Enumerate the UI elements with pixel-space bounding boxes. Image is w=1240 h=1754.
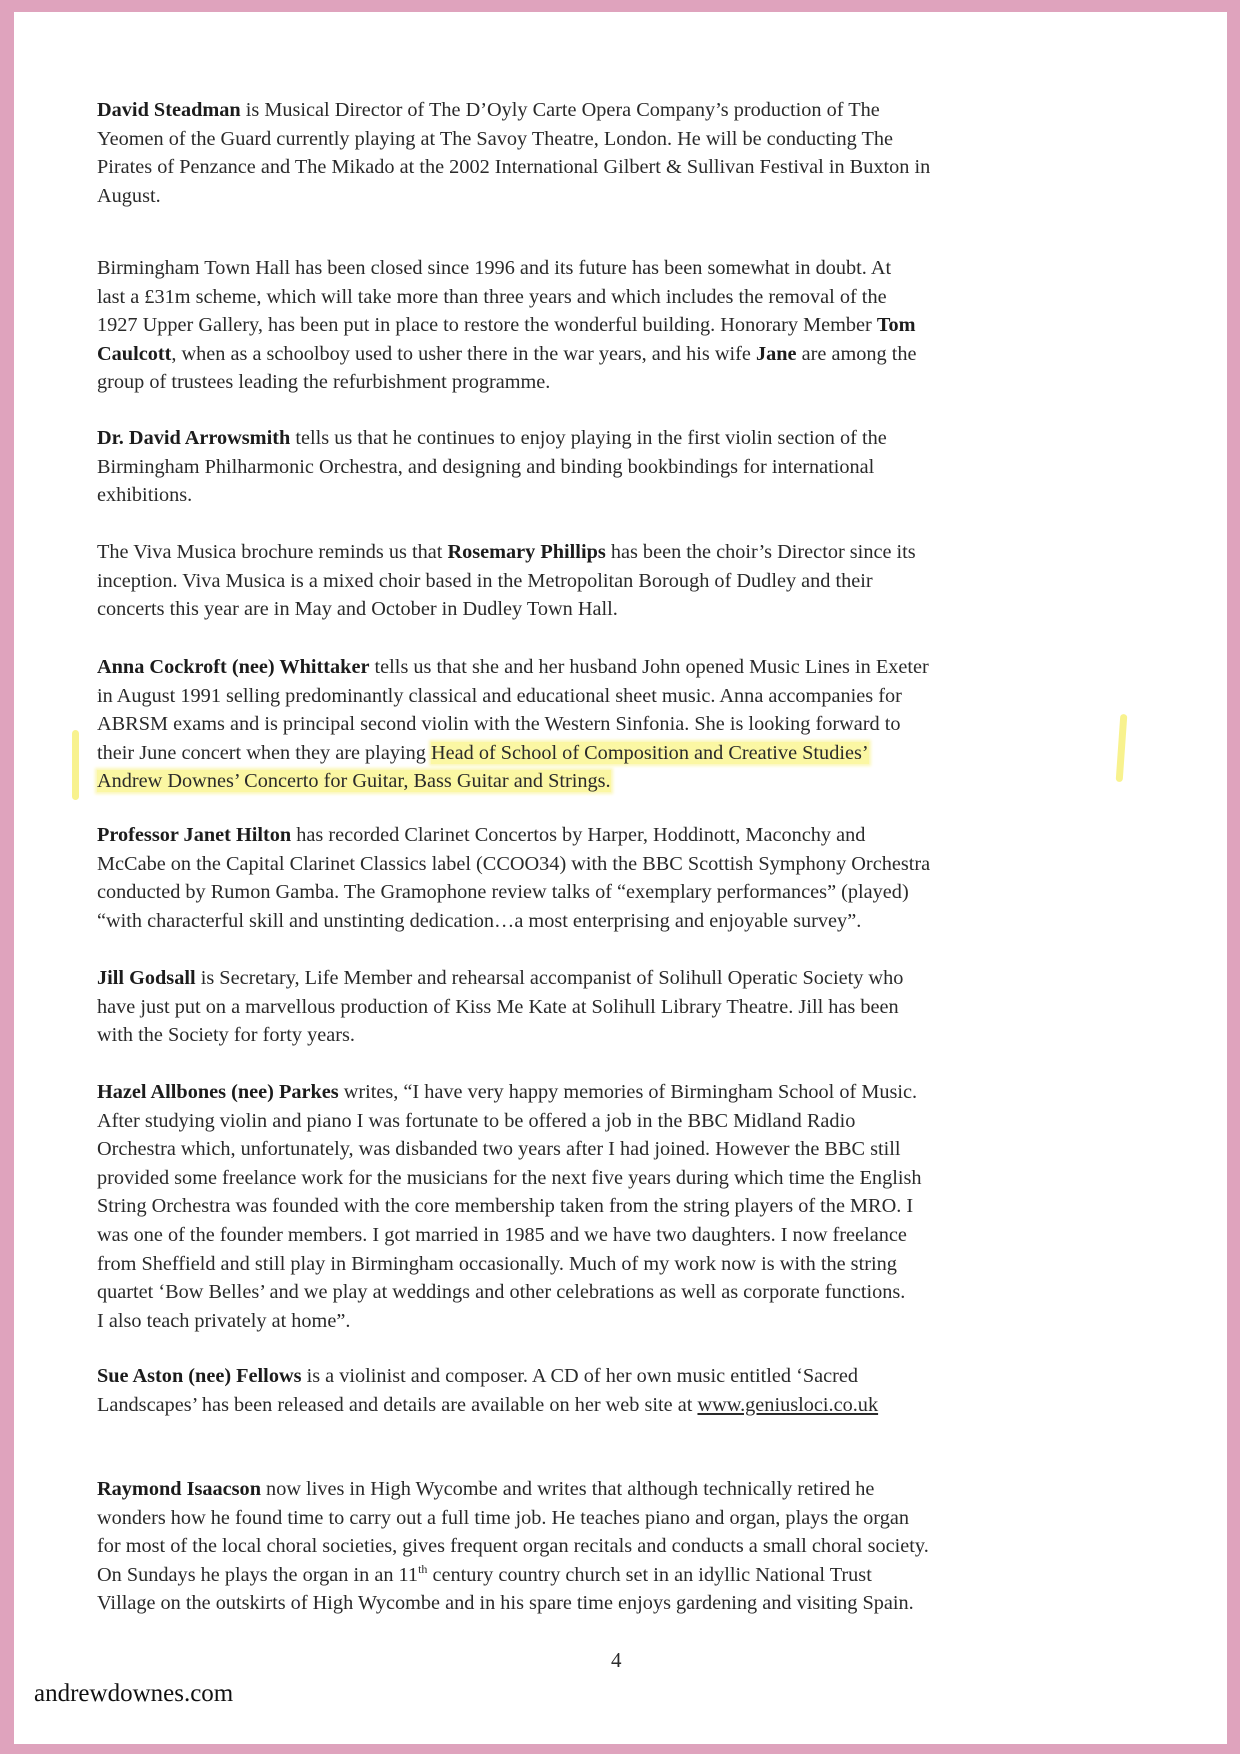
page-number: 4	[611, 1648, 622, 1672]
website-link[interactable]: www.geniusloci.co.uk	[697, 1393, 879, 1416]
paragraph-jill-godsall	[97, 964, 1147, 1050]
text-segment: century country church set in an idyllic National Trust	[427, 1563, 872, 1586]
text-segment: Orchestra which, unfortunately, was disbanded two years after I had joined. However the BBC still	[97, 1138, 901, 1161]
text-line	[97, 1221, 1147, 1250]
text-line	[97, 1391, 1147, 1420]
text-line	[97, 340, 1147, 369]
text-line	[97, 710, 1147, 739]
text-line	[97, 1532, 1147, 1561]
text-segment: has recorded Clarinet Concertos by Harper, Hoddinott, Maconchy and	[291, 824, 866, 846]
paragraph-birmingham-town-hall	[97, 254, 1147, 397]
text-line	[97, 538, 1147, 567]
text-segment: Pirates of Penzance and The Mikado at the 2002 International Gilbert & Sullivan Festival in Buxton in	[97, 156, 931, 179]
highlighted-text: Andrew Downes’ Concerto for Guitar, Bass Guitar and Strings.	[97, 770, 611, 793]
text-line	[97, 993, 1147, 1022]
text-segment: tells us that he continues to enjoy playing in the first violin section of the	[290, 427, 887, 449]
text-line	[97, 595, 1147, 624]
text-line	[97, 821, 1147, 850]
text-segment: Birmingham Philharmonic Orchestra, and designing and binding bookbindings for international	[97, 455, 875, 478]
document-page	[14, 12, 1227, 1744]
text-segment: their June concert when they are playing	[97, 741, 431, 764]
paragraph-anna-cockroft	[97, 653, 1147, 796]
text-line	[97, 850, 1147, 879]
text-line	[97, 878, 1147, 907]
text-segment: in August 1991 selling predominantly classical and educational sheet music. Anna accompanies for	[97, 684, 902, 707]
text-segment: wonders how he found time to carry out a full time job. He teaches piano and organ, plays the organ	[97, 1506, 909, 1529]
text-line	[97, 1135, 1147, 1164]
footer-website: andrewdownes.com	[34, 1680, 234, 1707]
text-segment: exhibitions.	[97, 484, 193, 507]
person-name: Rosemary Phillips	[447, 541, 606, 563]
text-line	[97, 283, 1147, 312]
person-name: Jill Godsall	[97, 967, 196, 989]
person-name: Anna Cockroft (nee) Whittaker	[97, 656, 370, 678]
paragraph-viva-musica	[97, 538, 1147, 624]
text-line	[97, 481, 1147, 510]
text-line	[97, 567, 1147, 596]
person-name: Professor Janet Hilton	[97, 824, 292, 846]
text-segment: is a violinist and composer. A CD of her own music entitled ‘Sacred	[301, 1365, 859, 1387]
person-name: David Steadman	[97, 99, 241, 121]
text-segment: I also teach privately at home”.	[97, 1309, 351, 1332]
text-line	[97, 653, 1147, 682]
text-segment: Landscapes’ has been released and details are available on her web site at	[97, 1393, 698, 1416]
text-segment: have just put on a marvellous production of Kiss Me Kate at Solihull Library Theatre. Jill has been	[97, 995, 899, 1018]
highlighted-text: Head of School of Composition and Creative Studies’	[430, 741, 869, 764]
text-segment: writes, “I have very happy memories of Birmingham School of Music.	[338, 1081, 918, 1103]
text-line	[97, 1078, 1147, 1107]
text-segment: August.	[97, 184, 161, 207]
text-line	[97, 1164, 1147, 1193]
text-segment: Yeomen of the Guard currently playing at The Savoy Theatre, London. He will be conducting The	[97, 127, 894, 150]
text-segment: group of trustees leading the refurbishment programme.	[97, 371, 551, 394]
text-segment: tells us that she and her husband John opened Music Lines in Exeter	[369, 656, 929, 678]
text-segment: are among the	[796, 342, 917, 365]
text-segment: String Orchestra was founded with the core membership taken from the string players of the MRO. I	[97, 1195, 914, 1218]
text-line	[97, 1107, 1147, 1136]
text-line	[97, 1475, 1147, 1504]
text-segment: , when as a schoolboy used to usher there in the war years, and his wife	[171, 342, 756, 365]
text-segment: last a £31m scheme, which will take more than three years and which includes the removal of the	[97, 285, 887, 308]
text-segment: Birmingham Town Hall has been closed since 1996 and its future has been somewhat in doubt. At	[97, 257, 892, 279]
text-line	[97, 767, 1147, 796]
text-segment: conducted by Rumon Gamba. The Gramophone review talks of “exemplary performances” (played)	[97, 881, 909, 904]
text-segment: inception. Viva Musica is a mixed choir based in the Metropolitan Borough of Dudley and their	[97, 569, 873, 592]
person-name: Hazel Allbones (nee) Parkes	[97, 1081, 339, 1103]
text-line	[97, 1278, 1147, 1307]
text-line	[97, 424, 1147, 453]
text-segment: provided some freelance work for the musicians for the next five years during which time the English	[97, 1166, 922, 1189]
paragraph-raymond-isaacson	[97, 1475, 1147, 1618]
paragraph-hazel-allbones	[97, 1078, 1147, 1335]
paragraph-david-arrowsmith	[97, 424, 1147, 510]
text-line	[97, 254, 1147, 283]
text-segment: ABRSM exams and is principal second violin with the Western Sinfonia. She is looking forward to	[97, 713, 901, 736]
text-segment: 1927 Upper Gallery, has been put in place to restore the wonderful building. Honorary Member	[97, 314, 877, 337]
text-line	[97, 1504, 1147, 1533]
text-segment: “with characterful skill and unstinting dedication…a most enterprising and enjoyable survey”.	[97, 909, 862, 932]
text-line	[97, 1561, 1147, 1590]
text-segment: The Viva Musica brochure reminds us that	[97, 541, 448, 563]
person-name: Raymond Isaacson	[97, 1478, 261, 1500]
text-line	[97, 1021, 1147, 1050]
paragraph-sue-aston	[97, 1362, 1147, 1419]
text-segment: Village on the outskirts of High Wycombe and in his spare time enjoys gardening and visiting Spain.	[97, 1592, 914, 1615]
text-segment: concerts this year are in May and October in Dudley Town Hall.	[97, 598, 618, 621]
text-line	[97, 1307, 1147, 1336]
text-line	[97, 153, 1147, 182]
text-line	[97, 368, 1147, 397]
text-segment: On Sundays he plays the organ in an 11	[97, 1563, 419, 1586]
text-line	[97, 1250, 1147, 1279]
person-name: Tom	[876, 314, 916, 337]
paragraph-janet-hilton	[97, 821, 1147, 935]
paragraph-david-steadman	[97, 96, 1147, 210]
person-name: Jane	[755, 342, 797, 365]
text-segment: McCabe on the Capital Clarinet Classics label (CCOO34) with the BBC Scottish Symphony Orchestra	[97, 852, 931, 875]
text-line	[97, 739, 1147, 768]
text-segment: is Musical Director of The D’Oyly Carte Opera Company’s production of The	[240, 99, 880, 121]
person-name: Dr. David Arrowsmith	[97, 427, 291, 449]
text-segment: After studying violin and piano I was fortunate to be offered a job in the BBC Midland Radio	[97, 1109, 856, 1132]
text-line	[97, 125, 1147, 154]
text-segment: quartet ‘Bow Belles’ and we play at weddings and other celebrations as well as corporate functions.	[97, 1281, 906, 1304]
person-name: Sue Aston (nee) Fellows	[97, 1365, 302, 1387]
text-line	[97, 1192, 1147, 1221]
text-line	[97, 964, 1147, 993]
text-segment: for most of the local choral societies, gives frequent organ recitals and conducts a small choral society.	[97, 1535, 929, 1558]
text-line	[97, 311, 1147, 340]
superscript: th	[418, 1561, 428, 1576]
highlighter-mark-left	[72, 730, 79, 800]
text-line	[97, 682, 1147, 711]
text-segment: has been the choir’s Director since its	[605, 541, 916, 563]
text-segment: from Sheffield and still play in Birmingham occasionally. Much of my work now is with the string	[97, 1252, 897, 1275]
text-segment: now lives in High Wycombe and writes that although technically retired he	[260, 1478, 875, 1500]
text-segment: with the Society for forty years.	[97, 1024, 355, 1047]
text-line	[97, 907, 1147, 936]
text-segment: is Secretary, Life Member and rehearsal accompanist of Solihull Operatic Society who	[195, 967, 904, 989]
text-line	[97, 182, 1147, 211]
text-line	[97, 1362, 1147, 1391]
person-name: Caulcott	[97, 342, 172, 365]
text-line	[97, 1589, 1147, 1618]
text-line	[97, 453, 1147, 482]
text-segment: was one of the founder members. I got married in 1985 and we have two daughters. I now freelance	[97, 1223, 907, 1246]
text-line	[97, 96, 1147, 125]
